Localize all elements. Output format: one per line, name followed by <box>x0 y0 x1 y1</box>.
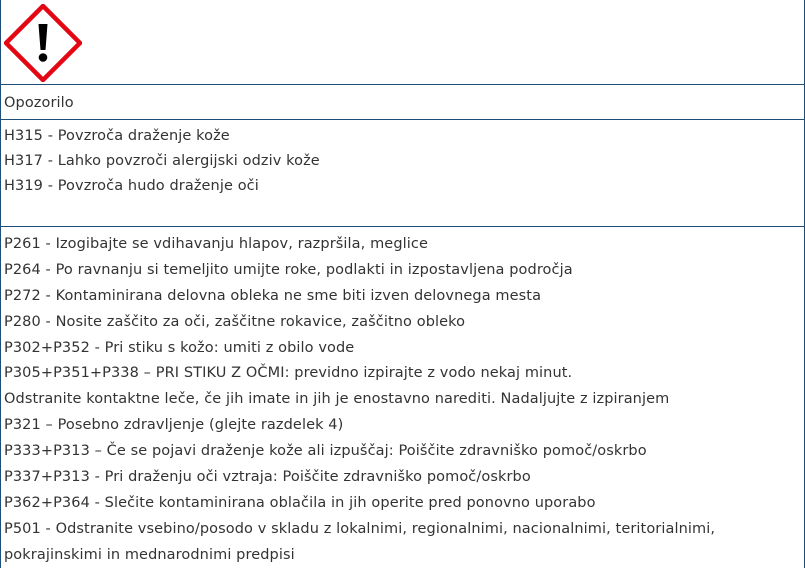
row-divider <box>0 226 805 227</box>
precautionary-statement: P305+P351+P338 – PRI STIKU Z OČMI: previdno izpirajte z vodo nekaj minut. <box>4 365 573 382</box>
hazard-statement: H315 - Povzroča draženje kože <box>4 128 230 144</box>
hazard-statements-list <box>4 126 320 201</box>
precautionary-statement: P261 - Izogibajte se vdihavanju hlapov, razpršila, meglice <box>4 236 428 252</box>
precautionary-statement: P501 - Odstranite vsebino/posodo v skladu z lokalnimi, regionalnimi, nacionalnimi, teritorialnimi, <box>4 520 716 537</box>
precautionary-statement: P272 - Kontaminirana delovna obleka ne sme biti izven delovnega mesta <box>4 287 542 304</box>
precautionary-statement: P321 – Posebno zdravljenje (glejte razdelek 4) <box>4 417 344 434</box>
precautionary-statements-list <box>4 234 715 571</box>
hazard-statement: H319 - Povzroča hudo draženje oči <box>4 178 259 194</box>
signal-word: Opozorilo <box>4 95 74 111</box>
precautionary-statement: P362+P364 - Slečite kontaminirana oblačila in jih operite pred ponovno uporabo <box>4 494 596 511</box>
precautionary-statement: Odstranite kontaktne leče, če jih imate in jih je enostavno narediti. Nadaljujte z izpiranjem <box>4 391 670 408</box>
table-border-left <box>0 0 1 568</box>
precautionary-statement: P333+P313 – Če se pojavi draženje kože ali izpuščaj: Poiščite zdravniško pomoč/oskrbo <box>4 443 647 460</box>
precautionary-statement: P337+P313 - Pri draženju oči vztraja: Poiščite zdravniško pomoč/oskrbo <box>4 469 531 486</box>
precautionary-statement: P280 - Nosite zaščito za oči, zaščitne rokavice, zaščitno obleko <box>4 313 466 330</box>
row-divider <box>0 84 805 85</box>
row-divider <box>0 119 805 120</box>
precautionary-statement: P264 - Po ravnanju si temeljito umijte roke, podlakti in izpostavljena področja <box>4 261 573 278</box>
hazard-statement: H317 - Lahko povzroči alergijski odziv kože <box>4 153 320 169</box>
precautionary-statement: P302+P352 - Pri stiku s kožo: umiti z obilo vode <box>4 339 355 356</box>
precautionary-statement: pokrajinskimi in mednarodnimi predpisi <box>4 546 295 563</box>
ghs-exclamation-mark-icon <box>4 4 82 82</box>
